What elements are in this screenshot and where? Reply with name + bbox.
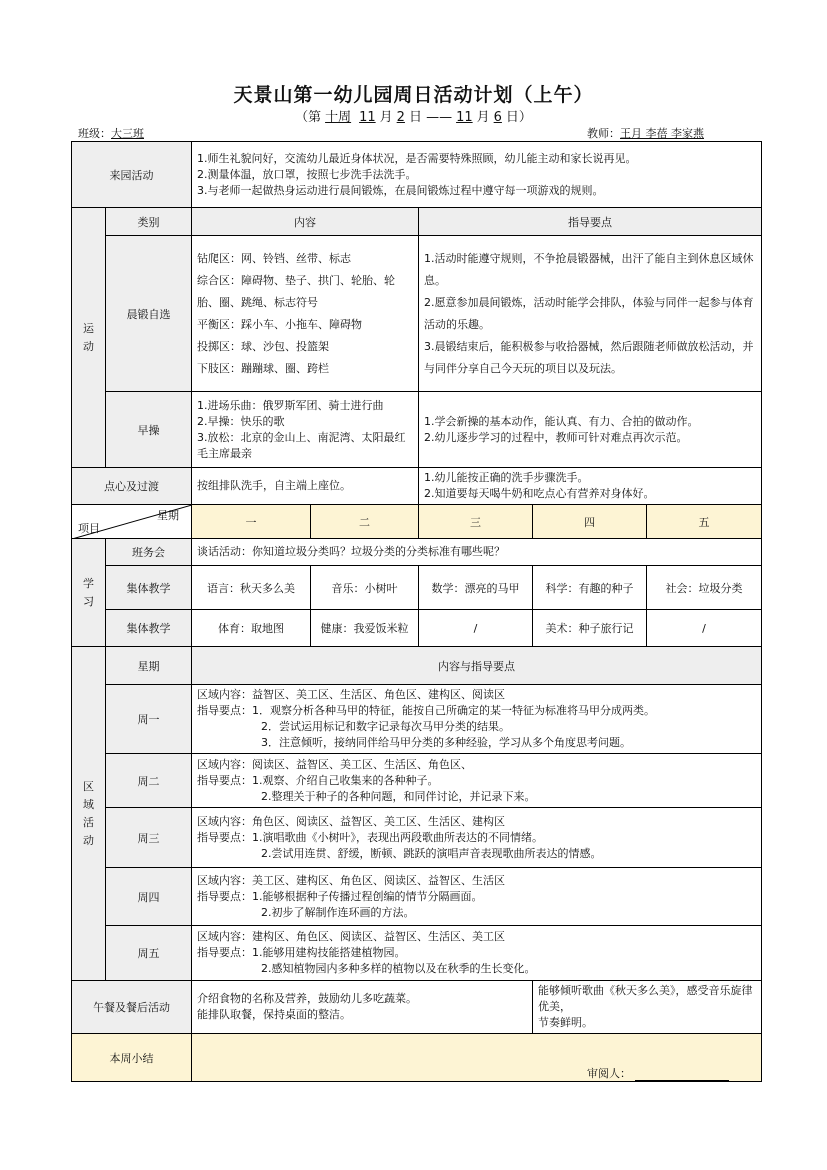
lesson-mon-2: 体育：取地图: [192, 610, 311, 647]
area-row-fri: [72, 926, 762, 981]
group-teaching-label-2: 集体教学: [106, 610, 192, 647]
area-row-wed: [72, 808, 762, 868]
page-title: 天景山第一幼儿园周日活动计划（上午）: [233, 84, 594, 106]
area-row-tue: [72, 754, 762, 808]
class-meeting-label: 班务会: [106, 539, 192, 566]
col-type: 类别: [106, 208, 192, 236]
lunch-right: 能够倾听歌曲《秋天多么美》，感受音乐旋律优美， 节奏鲜明。: [533, 981, 762, 1034]
col-guide: 指导要点: [419, 208, 762, 236]
day-end: 6: [493, 110, 502, 125]
lesson-fri-1: 社会：垃圾分类: [647, 566, 762, 610]
morning-content: 钻爬区：网、铃铛、丝带、标志 综合区：障碍物、垫子、拱门、轮胎、轮胎、圈、跳绳、标志符号 平衡区：踩小车、小拖车、障碍物 投掷区：球、沙包、投篮架 下肢区：蹦蹦球、圈、跨栏: [192, 236, 419, 392]
diagonal-header-cell: [72, 505, 192, 539]
weekday-header-row: [72, 505, 762, 539]
month-start: 11: [359, 110, 376, 125]
summary-label: 本周小结: [72, 1034, 192, 1082]
area-content-wed: 区域内容：角色区、阅读区、益智区、美工区、生活区、建构区 指导要点：1.演唱歌曲《小树叶》，表现出两段歌曲所表达的不同情绪。 2.尝试用连贯、舒缓，断顿、跳跃的演唱声音表现歌曲所表达的情感。: [192, 808, 762, 868]
lesson-thu-2: 美术：种子旅行记: [533, 610, 647, 647]
diag-week-label: 星期: [157, 509, 179, 522]
area-content-fri: 区域内容：建构区、角色区、阅读区、益智区、生活区、美工区 指导要点：1.能够用建构技能搭建植物园。 2.感知植物园内多种多样的植物以及在秋季的生长变化。: [192, 926, 762, 981]
area-day-mon: 周一: [106, 685, 192, 754]
arrival-content: 1.师生礼貌问好，交流幼儿最近身体状况，是否需要特殊照顾，幼儿能主动和家长说再见。 2.测量体温，放口罩，按照七步洗手法洗手。 3.与老师一起做热身运动进行晨间锻炼，在晨间锻炼过程中遵守每一项游戏的规则。: [192, 142, 762, 208]
weekday-4: 四: [533, 505, 647, 539]
weekly-plan-table: [71, 141, 762, 1082]
weekday-5: 五: [647, 505, 762, 539]
lesson-wed-2: /: [419, 610, 533, 647]
lunch-row: [72, 981, 762, 1034]
drill-content: 1.进场乐曲：俄罗斯军团、骑士进行曲 2.早操：快乐的歌 3.放松：北京的金山上、南泥湾、太阳最红毛主席最亲: [192, 392, 419, 468]
area-col-content: 内容与指导要点: [192, 647, 762, 685]
teacher-info: 教师：王月 李蓓 李家燕: [587, 127, 704, 140]
area-header-row: [72, 647, 762, 685]
morning-guide: 1.活动时能遵守规则，不争抢晨锻器械，出汗了能自主到休息区域休息。 2.愿意参加晨间锻炼，活动时能学会排队，体验与同伴一起参与体育活动的乐趣。 3.晨锻结束后，能积极参与收拾器械，然后跟随老师做放松活动，并与同伴分享自己今天玩的项目以及玩法。: [419, 236, 762, 392]
area-day-fri: 周五: [106, 926, 192, 981]
exercise-section-label: 运 动: [72, 208, 106, 468]
area-day-wed: 周三: [106, 808, 192, 868]
reviewer-line[interactable]: [635, 1069, 729, 1081]
exercise-header-row: [72, 208, 762, 236]
area-content-mon: 区域内容：益智区、美工区、生活区、角色区、建构区、阅读区 指导要点：1．观察分析各种马甲的特征，能按自己所确定的某一特征为标准将马甲分成两类。 2．尝试运用标记和数字记录每次马甲分类的结果。 3．注意倾听，接纳同伴给马甲分类的多种经验，学习从多个角度思考问题。: [192, 685, 762, 754]
week-number: 十周: [325, 110, 352, 125]
class-value: 大三班: [111, 127, 144, 140]
area-day-thu: 周四: [106, 868, 192, 926]
lesson-wed-1: 数学：漂亮的马甲: [419, 566, 533, 610]
lesson-mon-1: 语言：秋天多么美: [192, 566, 311, 610]
day-start: 2: [396, 110, 405, 125]
lesson-fri-2: /: [647, 610, 762, 647]
group-teaching-row-2: [72, 610, 762, 647]
teacher-value: 王月 李蓓 李家燕: [620, 127, 704, 140]
class-meeting-row: [72, 539, 762, 566]
reviewer-signature: 审阅人：: [587, 1065, 729, 1081]
diag-item-label: 项目: [78, 522, 100, 535]
drill-guide: 1.学会新操的基本动作，能认真、有力、合拍的做动作。 2.幼儿逐步学习的过程中，教师可针对难点再次示范。: [419, 392, 762, 468]
area-section-label: 区 域 活 动: [72, 647, 106, 981]
class-meeting-content: 谈话活动：你知道垃圾分类吗？垃圾分类的分类标准有哪些呢？: [192, 539, 762, 566]
month-end: 11: [456, 110, 473, 125]
arrival-label: 来园活动: [72, 142, 192, 208]
snack-row: [72, 468, 762, 505]
area-content-tue: 区域内容：阅读区、益智区、美工区、生活区、角色区、 指导要点：1.观察、介绍自己收集来的各种种子。 2.整理关于种子的各种问题，和同伴讨论，并记录下来。: [192, 754, 762, 808]
area-content-thu: 区域内容：美工区、建构区、角色区、阅读区、益智区、生活区 指导要点：1.能够根据种子传播过程创编的情节分隔画面。 2.初步了解制作连环画的方法。: [192, 868, 762, 926]
weekday-2: 二: [311, 505, 419, 539]
area-day-tue: 周二: [106, 754, 192, 808]
lunch-label: 午餐及餐后活动: [72, 981, 192, 1034]
morning-exercise-row: [72, 236, 762, 392]
group-teaching-label-1: 集体教学: [106, 566, 192, 610]
weekday-1: 一: [192, 505, 311, 539]
lesson-thu-1: 科学：有趣的种子: [533, 566, 647, 610]
area-row-thu: [72, 868, 762, 926]
snack-content: 按组排队洗手，自主端上座位。: [192, 468, 419, 505]
snack-guide: 1.幼儿能按正确的洗手步骤洗手。 2.知道要每天喝牛奶和吃点心有营养对身体好。: [419, 468, 762, 505]
morning-label: 晨锻自选: [106, 236, 192, 392]
col-content: 内容: [192, 208, 419, 236]
lesson-tue-1: 音乐：小树叶: [311, 566, 419, 610]
arrival-row: [72, 142, 762, 208]
area-row-mon: [72, 685, 762, 754]
morning-drill-row: [72, 392, 762, 468]
lunch-left: 介绍食物的名称及营养，鼓励幼儿多吃蔬菜。 能排队取餐，保持桌面的整洁。: [192, 981, 533, 1034]
snack-label: 点心及过渡: [72, 468, 192, 505]
study-section-label: 学 习: [72, 539, 106, 647]
class-info: 班级：大三班: [78, 125, 189, 141]
drill-label: 早操: [106, 392, 192, 468]
weekday-3: 三: [419, 505, 533, 539]
area-col-day: 星期: [106, 647, 192, 685]
group-teaching-row-1: [72, 566, 762, 610]
lesson-tue-2: 健康：我爱饭米粒: [311, 610, 419, 647]
week-range: （第 十周 11 月 2 日 —— 11 月 6 日）: [295, 110, 532, 125]
